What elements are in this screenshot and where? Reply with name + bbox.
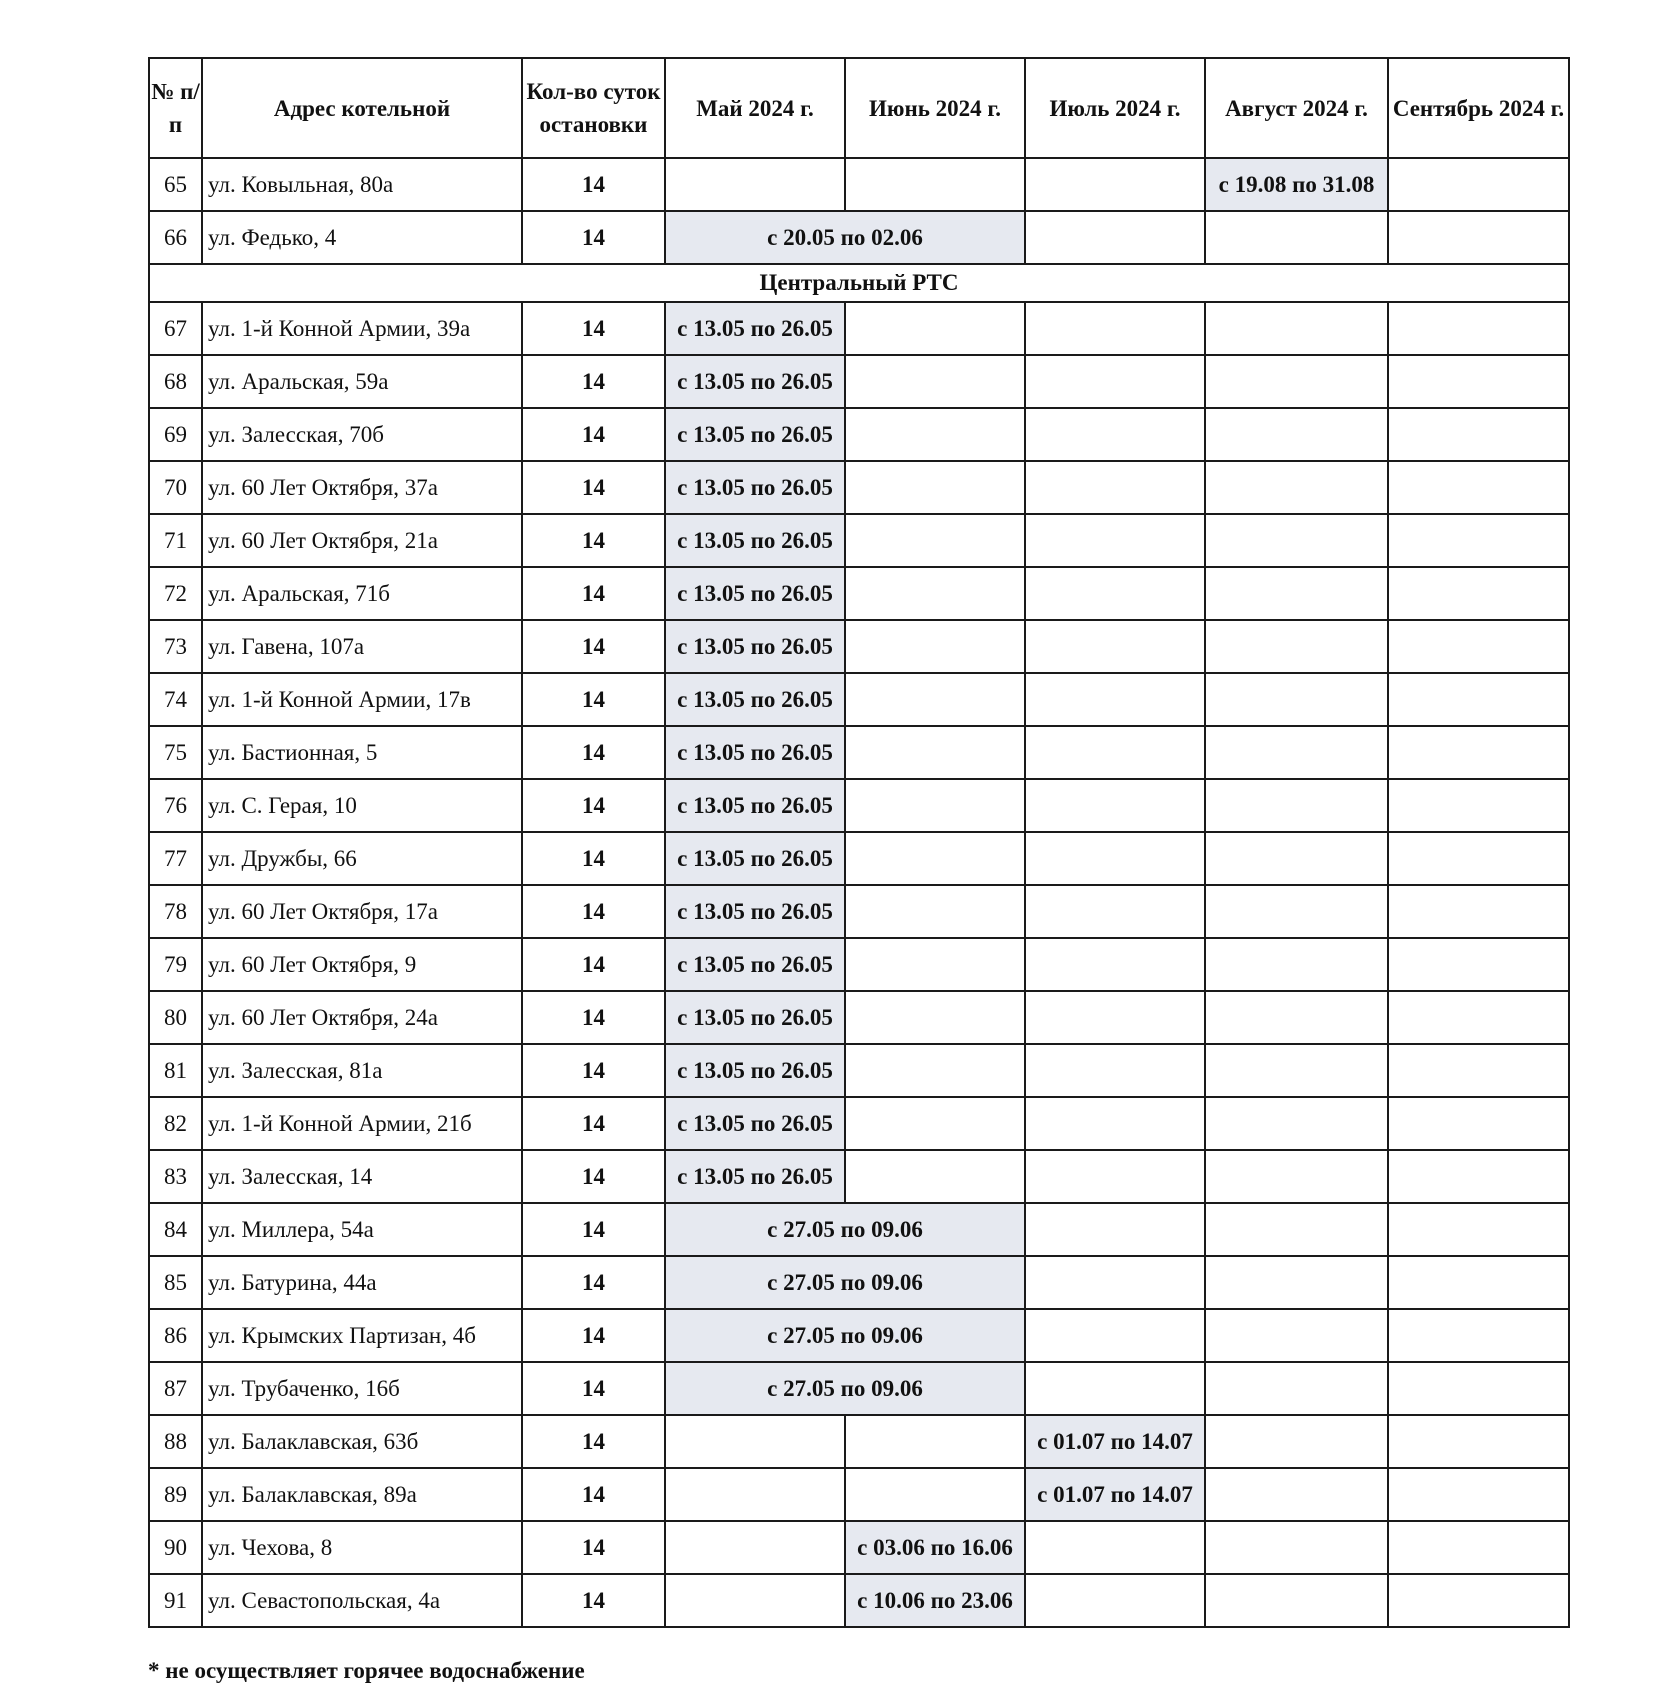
table-row [149, 158, 1569, 211]
table-row [149, 355, 1569, 408]
shutdown-days: 14 [522, 1044, 665, 1097]
empty-month-cell [1205, 1521, 1388, 1574]
empty-month-cell [1388, 1468, 1569, 1521]
shutdown-period: с 13.05 по 26.05 [665, 832, 845, 885]
shutdown-days: 14 [522, 567, 665, 620]
shutdown-period: с 13.05 по 26.05 [665, 461, 845, 514]
shutdown-days: 14 [522, 620, 665, 673]
empty-month-cell [1388, 1044, 1569, 1097]
boiler-address: ул. Чехова, 8 [202, 1521, 522, 1574]
empty-month-cell [665, 1574, 845, 1627]
empty-month-cell [1205, 1044, 1388, 1097]
empty-month-cell [1205, 1415, 1388, 1468]
shutdown-days: 14 [522, 673, 665, 726]
row-number: 66 [149, 211, 202, 264]
empty-month-cell [845, 408, 1025, 461]
empty-month-cell [1388, 1097, 1569, 1150]
empty-month-cell [1388, 779, 1569, 832]
shutdown-period: с 13.05 по 26.05 [665, 355, 845, 408]
table-row [149, 302, 1569, 355]
shutdown-period: с 10.06 по 23.06 [845, 1574, 1025, 1627]
boiler-address: ул. Гавена, 107а [202, 620, 522, 673]
shutdown-period: с 03.06 по 16.06 [845, 1521, 1025, 1574]
shutdown-period: с 13.05 по 26.05 [665, 673, 845, 726]
shutdown-period: с 13.05 по 26.05 [665, 779, 845, 832]
boiler-address: ул. 60 Лет Октября, 24а [202, 991, 522, 1044]
empty-month-cell [1025, 211, 1205, 264]
shutdown-period: с 13.05 по 26.05 [665, 938, 845, 991]
table-body [149, 158, 1569, 1627]
empty-month-cell [1388, 1362, 1569, 1415]
row-number: 91 [149, 1574, 202, 1627]
empty-month-cell [1205, 991, 1388, 1044]
boiler-address: ул. 1-й Конной Армии, 39а [202, 302, 522, 355]
row-number: 68 [149, 355, 202, 408]
shutdown-days: 14 [522, 461, 665, 514]
empty-month-cell [1388, 938, 1569, 991]
empty-month-cell [1025, 832, 1205, 885]
row-number: 78 [149, 885, 202, 938]
row-number: 71 [149, 514, 202, 567]
shutdown-days: 14 [522, 514, 665, 567]
shutdown-days: 14 [522, 1415, 665, 1468]
shutdown-period: с 13.05 по 26.05 [665, 1097, 845, 1150]
shutdown-days: 14 [522, 991, 665, 1044]
section-title: Центральный РТС [149, 264, 1569, 302]
empty-month-cell [1025, 1044, 1205, 1097]
empty-month-cell [1025, 938, 1205, 991]
shutdown-days: 14 [522, 938, 665, 991]
header-num: № п/п [149, 58, 202, 158]
table-row [149, 1415, 1569, 1468]
row-number: 88 [149, 1415, 202, 1468]
header-month-august: Август 2024 г. [1205, 58, 1388, 158]
boiler-address: ул. Аральская, 71б [202, 567, 522, 620]
shutdown-days: 14 [522, 1468, 665, 1521]
header-row [149, 58, 1569, 158]
shutdown-days: 14 [522, 832, 665, 885]
shutdown-days: 14 [522, 885, 665, 938]
empty-month-cell [1025, 1309, 1205, 1362]
row-number: 69 [149, 408, 202, 461]
empty-month-cell [1025, 355, 1205, 408]
header-month-september: Сентябрь 2024 г. [1388, 58, 1569, 158]
header-month-may: Май 2024 г. [665, 58, 845, 158]
row-number: 75 [149, 726, 202, 779]
table-row [149, 885, 1569, 938]
table-row [149, 1309, 1569, 1362]
boiler-address: ул. Крымских Партизан, 4б [202, 1309, 522, 1362]
shutdown-period: с 27.05 по 09.06 [665, 1203, 1025, 1256]
empty-month-cell [1388, 1203, 1569, 1256]
empty-month-cell [1388, 885, 1569, 938]
boiler-address: ул. Ковыльная, 80а [202, 158, 522, 211]
shutdown-days: 14 [522, 355, 665, 408]
empty-month-cell [1388, 408, 1569, 461]
shutdown-period: с 27.05 по 09.06 [665, 1309, 1025, 1362]
empty-month-cell [1388, 1256, 1569, 1309]
shutdown-days: 14 [522, 1521, 665, 1574]
shutdown-days: 14 [522, 158, 665, 211]
shutdown-period: с 20.05 по 02.06 [665, 211, 1025, 264]
section-row [149, 264, 1569, 302]
boiler-address: ул. Батурина, 44а [202, 1256, 522, 1309]
empty-month-cell [845, 1468, 1025, 1521]
empty-month-cell [1025, 1150, 1205, 1203]
row-number: 72 [149, 567, 202, 620]
row-number: 65 [149, 158, 202, 211]
table-row [149, 567, 1569, 620]
empty-month-cell [1388, 1415, 1569, 1468]
empty-month-cell [845, 938, 1025, 991]
empty-month-cell [1388, 302, 1569, 355]
row-number: 73 [149, 620, 202, 673]
row-number: 85 [149, 1256, 202, 1309]
table-row [149, 1203, 1569, 1256]
empty-month-cell [1388, 158, 1569, 211]
shutdown-days: 14 [522, 302, 665, 355]
empty-month-cell [1388, 673, 1569, 726]
shutdown-period: с 27.05 по 09.06 [665, 1256, 1025, 1309]
header-address: Адрес котельной [202, 58, 522, 158]
shutdown-days: 14 [522, 211, 665, 264]
empty-month-cell [1388, 355, 1569, 408]
boiler-address: ул. Бастионная, 5 [202, 726, 522, 779]
boiler-address: ул. Залесская, 70б [202, 408, 522, 461]
boiler-address: ул. Федько, 4 [202, 211, 522, 264]
empty-month-cell [665, 1415, 845, 1468]
boiler-address: ул. Аральская, 59а [202, 355, 522, 408]
empty-month-cell [1025, 1521, 1205, 1574]
empty-month-cell [845, 673, 1025, 726]
empty-month-cell [1025, 158, 1205, 211]
row-number: 90 [149, 1521, 202, 1574]
empty-month-cell [1025, 514, 1205, 567]
shutdown-period: с 27.05 по 09.06 [665, 1362, 1025, 1415]
header-days: Кол-во суток остановки [522, 58, 665, 158]
row-number: 84 [149, 1203, 202, 1256]
boiler-address: ул. Балаклавская, 89а [202, 1468, 522, 1521]
empty-month-cell [1205, 832, 1388, 885]
empty-month-cell [845, 461, 1025, 514]
shutdown-period: с 19.08 по 31.08 [1205, 158, 1388, 211]
empty-month-cell [1388, 991, 1569, 1044]
shutdown-days: 14 [522, 1309, 665, 1362]
empty-month-cell [1388, 832, 1569, 885]
empty-month-cell [845, 514, 1025, 567]
shutdown-period: с 13.05 по 26.05 [665, 726, 845, 779]
table-row [149, 1097, 1569, 1150]
footnote: * не осуществляет горячее водоснабжение [148, 1658, 585, 1683]
empty-month-cell [845, 779, 1025, 832]
boiler-address: ул. Миллера, 54а [202, 1203, 522, 1256]
boiler-address: ул. 60 Лет Октября, 9 [202, 938, 522, 991]
empty-month-cell [1025, 991, 1205, 1044]
table-row [149, 1362, 1569, 1415]
empty-month-cell [1388, 1521, 1569, 1574]
shutdown-period: с 13.05 по 26.05 [665, 620, 845, 673]
row-number: 87 [149, 1362, 202, 1415]
table-row [149, 211, 1569, 264]
empty-month-cell [1025, 567, 1205, 620]
boiler-address: ул. 60 Лет Октября, 17а [202, 885, 522, 938]
empty-month-cell [1205, 461, 1388, 514]
row-number: 67 [149, 302, 202, 355]
empty-month-cell [1025, 302, 1205, 355]
empty-month-cell [845, 567, 1025, 620]
table-row [149, 726, 1569, 779]
shutdown-days: 14 [522, 408, 665, 461]
shutdown-days: 14 [522, 1203, 665, 1256]
empty-month-cell [845, 885, 1025, 938]
empty-month-cell [665, 158, 845, 211]
empty-month-cell [1025, 1097, 1205, 1150]
shutdown-period: с 13.05 по 26.05 [665, 408, 845, 461]
shutdown-period: с 13.05 по 26.05 [665, 302, 845, 355]
empty-month-cell [1388, 620, 1569, 673]
empty-month-cell [1388, 1574, 1569, 1627]
empty-month-cell [1388, 726, 1569, 779]
row-number: 82 [149, 1097, 202, 1150]
boiler-address: ул. Залесская, 14 [202, 1150, 522, 1203]
empty-month-cell [845, 1097, 1025, 1150]
boiler-address: ул. 60 Лет Октября, 37а [202, 461, 522, 514]
empty-month-cell [1205, 1097, 1388, 1150]
table-row [149, 779, 1569, 832]
empty-month-cell [1205, 1203, 1388, 1256]
empty-month-cell [1025, 1574, 1205, 1627]
empty-month-cell [1025, 779, 1205, 832]
row-number: 89 [149, 1468, 202, 1521]
table-row [149, 408, 1569, 461]
row-number: 83 [149, 1150, 202, 1203]
shutdown-period: с 01.07 по 14.07 [1025, 1468, 1205, 1521]
empty-month-cell [1205, 673, 1388, 726]
row-number: 74 [149, 673, 202, 726]
empty-month-cell [1205, 1309, 1388, 1362]
empty-month-cell [1205, 726, 1388, 779]
shutdown-period: с 13.05 по 26.05 [665, 1150, 845, 1203]
empty-month-cell [1025, 1362, 1205, 1415]
empty-month-cell [1205, 355, 1388, 408]
boiler-address: ул. Балаклавская, 63б [202, 1415, 522, 1468]
boiler-address: ул. 60 Лет Октября, 21а [202, 514, 522, 567]
table-row [149, 1468, 1569, 1521]
boiler-address: ул. Дружбы, 66 [202, 832, 522, 885]
row-number: 81 [149, 1044, 202, 1097]
shutdown-period: с 13.05 по 26.05 [665, 1044, 845, 1097]
shutdown-days: 14 [522, 1574, 665, 1627]
row-number: 86 [149, 1309, 202, 1362]
empty-month-cell [845, 355, 1025, 408]
empty-month-cell [1205, 620, 1388, 673]
empty-month-cell [665, 1468, 845, 1521]
table-row [149, 1521, 1569, 1574]
table-row [149, 938, 1569, 991]
empty-month-cell [1205, 211, 1388, 264]
empty-month-cell [1205, 885, 1388, 938]
shutdown-schedule-table [148, 57, 1570, 1628]
header-month-july: Июль 2024 г. [1025, 58, 1205, 158]
shutdown-period: с 13.05 по 26.05 [665, 567, 845, 620]
table-row [149, 673, 1569, 726]
empty-month-cell [845, 726, 1025, 779]
shutdown-period: с 01.07 по 14.07 [1025, 1415, 1205, 1468]
header-month-june: Июнь 2024 г. [845, 58, 1025, 158]
empty-month-cell [1388, 461, 1569, 514]
row-number: 77 [149, 832, 202, 885]
empty-month-cell [1205, 1574, 1388, 1627]
shutdown-days: 14 [522, 1362, 665, 1415]
empty-month-cell [1388, 1309, 1569, 1362]
shutdown-days: 14 [522, 1097, 665, 1150]
boiler-address: ул. 1-й Конной Армии, 21б [202, 1097, 522, 1150]
table-row [149, 1044, 1569, 1097]
row-number: 79 [149, 938, 202, 991]
empty-month-cell [1205, 1468, 1388, 1521]
empty-month-cell [1025, 885, 1205, 938]
empty-month-cell [1205, 514, 1388, 567]
empty-month-cell [1205, 1150, 1388, 1203]
boiler-address: ул. Трубаченко, 16б [202, 1362, 522, 1415]
empty-month-cell [1025, 408, 1205, 461]
boiler-address: ул. 1-й Конной Армии, 17в [202, 673, 522, 726]
empty-month-cell [1205, 408, 1388, 461]
empty-month-cell [845, 1415, 1025, 1468]
table-row [149, 461, 1569, 514]
table-row [149, 1256, 1569, 1309]
empty-month-cell [845, 302, 1025, 355]
shutdown-days: 14 [522, 1256, 665, 1309]
empty-month-cell [1388, 567, 1569, 620]
empty-month-cell [1205, 1256, 1388, 1309]
row-number: 70 [149, 461, 202, 514]
empty-month-cell [845, 1150, 1025, 1203]
empty-month-cell [1388, 211, 1569, 264]
boiler-address: ул. Севастопольская, 4а [202, 1574, 522, 1627]
table-row [149, 620, 1569, 673]
boiler-address: ул. Залесская, 81а [202, 1044, 522, 1097]
empty-month-cell [1025, 1203, 1205, 1256]
table-row [149, 832, 1569, 885]
empty-month-cell [665, 1521, 845, 1574]
shutdown-period: с 13.05 по 26.05 [665, 514, 845, 567]
empty-month-cell [1205, 1362, 1388, 1415]
empty-month-cell [1025, 620, 1205, 673]
shutdown-period: с 13.05 по 26.05 [665, 885, 845, 938]
empty-month-cell [1205, 779, 1388, 832]
empty-month-cell [1205, 302, 1388, 355]
shutdown-days: 14 [522, 726, 665, 779]
shutdown-days: 14 [522, 779, 665, 832]
row-number: 76 [149, 779, 202, 832]
empty-month-cell [845, 832, 1025, 885]
empty-month-cell [1205, 567, 1388, 620]
empty-month-cell [1388, 514, 1569, 567]
empty-month-cell [845, 1044, 1025, 1097]
shutdown-days: 14 [522, 1150, 665, 1203]
empty-month-cell [1025, 1256, 1205, 1309]
table-row [149, 514, 1569, 567]
table-row [149, 1150, 1569, 1203]
empty-month-cell [1388, 1150, 1569, 1203]
table-row [149, 991, 1569, 1044]
row-number: 80 [149, 991, 202, 1044]
empty-month-cell [845, 158, 1025, 211]
shutdown-period: с 13.05 по 26.05 [665, 991, 845, 1044]
table-row [149, 1574, 1569, 1627]
boiler-address: ул. С. Герая, 10 [202, 779, 522, 832]
empty-month-cell [1025, 673, 1205, 726]
empty-month-cell [845, 620, 1025, 673]
empty-month-cell [1205, 938, 1388, 991]
empty-month-cell [845, 991, 1025, 1044]
empty-month-cell [1025, 726, 1205, 779]
empty-month-cell [1025, 461, 1205, 514]
